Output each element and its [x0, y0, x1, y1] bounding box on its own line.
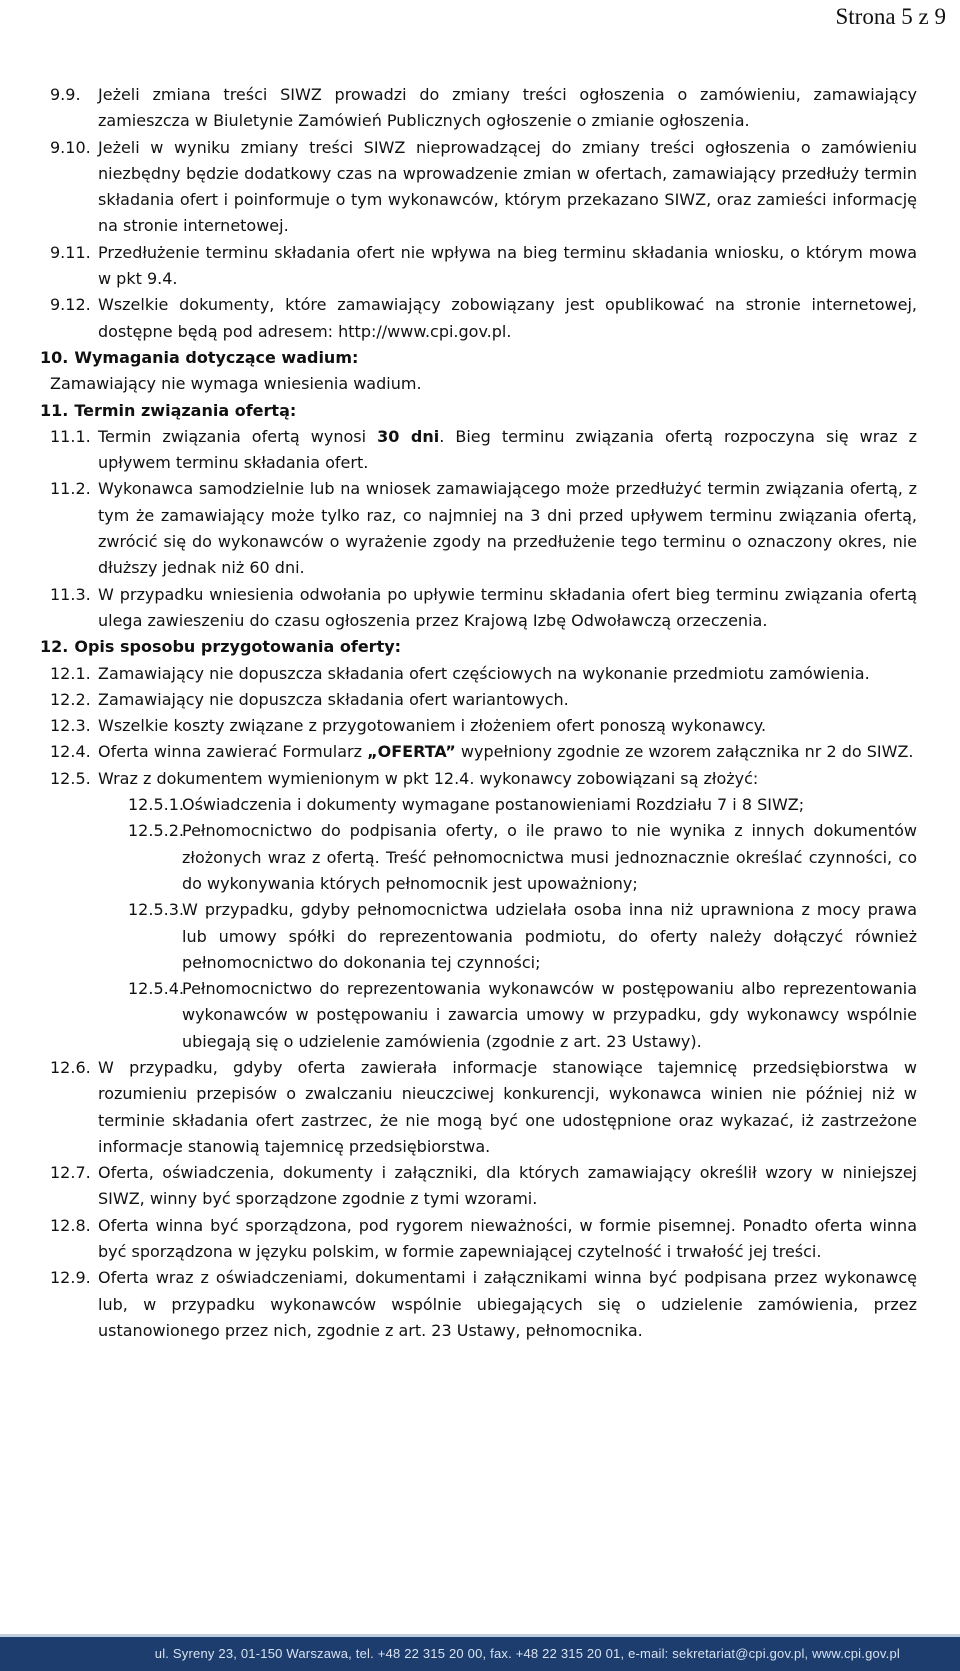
section-heading-12 — [40, 634, 917, 660]
clause-12-5-1 — [40, 792, 917, 818]
clause-text: Wszelkie koszty związane z przygotowaniem i złożeniem ofert ponoszą wykonawcy. — [98, 716, 767, 736]
clause-text: Wykonawca samodzielnie lub na wniosek zamawiającego może przedłużyć termin związania ofertą, z tym że zamawiający może tylko raz, co najmniej na 3 dni przed upływem terminu związania ofertą, zwrócić się do wykonawców o wyrażenie zgody na przedłużenie tego terminu o oznaczony okres, nie dłuższy jednak niż 60 dni. — [98, 479, 917, 578]
clause-12-5-2 — [40, 818, 917, 897]
clause-number: 12.5.4. — [128, 979, 184, 999]
footer-contact-text: ul. Syreny 23, 01-150 Warszawa, tel. +48 22 315 20 00, fax. +48 22 315 20 01, e-mail: sekretariat@cpi.gov.pl, www.cpi.gov.pl — [154, 1646, 900, 1661]
clause-12-3 — [40, 713, 917, 739]
section-title: Wymagania dotyczące wadium: — [74, 347, 359, 367]
clause-11-3 — [40, 582, 917, 635]
clause-number: 11.3. — [50, 584, 91, 604]
clause-text: W przypadku wniesienia odwołania po upływie terminu składania ofert bieg terminu związania ofertą ulega zawieszeniu do czasu ogłoszenia przez Krajową Izbę Odwoławczą orzeczenia. — [98, 584, 917, 630]
clause-text: Jeżeli w wyniku zmiany treści SIWZ nieprowadzącej do zmiany treści ogłoszenia o zamówieniu niezbędny będzie dodatkowy czas na wprowadzenie zmian w ofertach, zamawiający przedłuży termin składania ofert i poinformuje o tym wykonawców, którym przekazano SIWZ, oraz zamieści informację na stronie internetowej. — [98, 137, 917, 236]
clause-text: Wszelkie dokumenty, które zamawiający zobowiązany jest opublikować na stronie internetowej, dostępne będą pod adresem: http://www.cpi.gov.pl. — [98, 295, 917, 341]
clause-text: Zamawiający nie dopuszcza składania ofert wariantowych. — [98, 689, 569, 709]
section-title: Termin związania ofertą: — [74, 400, 297, 420]
section-number: 12. — [40, 637, 69, 657]
clause-number: 11.2. — [50, 479, 91, 499]
clause-9-10 — [40, 135, 917, 240]
clause-text: Zamawiający nie dopuszcza składania ofert częściowych na wykonanie przedmiotu zamówienia. — [98, 663, 870, 683]
clause-number: 12.5.3. — [128, 900, 184, 920]
clause-number: 12.5. — [50, 768, 91, 788]
section-number: 10. — [40, 347, 69, 367]
clause-12-7 — [40, 1160, 917, 1213]
clause-9-9 — [40, 82, 917, 135]
clause-text: Jeżeli zmiana treści SIWZ prowadzi do zmiany treści ogłoszenia o zamówieniu, zamawiający zamieszcza w Biuletynie Zamówień Publicznych ogłoszenie o zmianie ogłoszenia. — [98, 85, 917, 131]
document-body — [40, 82, 917, 1344]
clause-number: 12.5.2. — [128, 821, 184, 841]
clause-text: Pełnomocnictwo do reprezentowania wykonawców w postępowaniu albo reprezentowania wykonawców w postępowaniu i zawarcia umowy w przypadku, gdy wykonawcy wspólnie ubiegają się o udzielenie zamówienia (zgodnie z art. 23 Ustawy). — [182, 979, 917, 1051]
footer-bar — [0, 1637, 960, 1671]
clause-number: 12.4. — [50, 742, 91, 762]
clause-text: Oferta, oświadczenia, dokumenty i załączniki, dla których zamawiający określił wzory w niniejszej SIWZ, winny być sporządzone zgodnie z tymi wzorami. — [98, 1163, 917, 1209]
clause-text: Termin związania ofertą wynosi 30 dni. Bieg terminu związania ofertą rozpoczyna się wraz z upływem terminu składania ofert. — [98, 426, 917, 473]
section-heading-11 — [40, 398, 917, 424]
clause-12-8 — [40, 1213, 917, 1266]
clause-12-5-4 — [40, 976, 917, 1055]
clause-text: Oferta wraz z oświadczeniami, dokumentami i załącznikami winna być podpisana przez wykonawcę lub, w przypadku wykonawców wspólnie ubiegających się o udzielenie zamówienia, przez ustanowionego przez nich, zgodnie z art. 23 Ustawy, pełnomocnika. — [98, 1268, 917, 1340]
clause-number: 12.8. — [50, 1215, 91, 1235]
section-heading-10 — [40, 345, 917, 371]
clause-text: Oferta winna zawierać Formularz „OFERTA” wypełniony zgodnie ze wzorem załącznika nr 2 do SIWZ. — [98, 742, 914, 762]
clause-12-4 — [40, 739, 917, 765]
clause-12-9 — [40, 1265, 917, 1344]
clause-number: 9.9. — [50, 85, 81, 104]
section-number: 11. — [40, 400, 69, 420]
clause-12-6 — [40, 1055, 917, 1160]
clause-text: Pełnomocnictwo do podpisania oferty, o ile prawo to nie wynika z innych dokumentów złożonych wraz z ofertą. Treść pełnomocnictwa musi jednoznacznie określać czynności, co do wykonywania których pełnomocnik jest upoważniony; — [182, 821, 917, 893]
clause-11-1 — [40, 424, 917, 477]
clause-text: Przedłużenie terminu składania ofert nie wpływa na bieg terminu składania wniosku, o którym mowa w pkt 9.4. — [98, 242, 917, 289]
clause-number: 11.1. — [50, 426, 91, 446]
wadium-statement: Zamawiający nie wymaga wniesienia wadium. — [50, 374, 422, 394]
clause-number: 9.10. — [50, 137, 91, 157]
bold-term: „OFERTA” — [367, 742, 456, 762]
clause-number: 12.2. — [50, 689, 91, 709]
clause-12-5 — [40, 766, 917, 792]
clause-number: 12.3. — [50, 716, 91, 736]
section-title: Opis sposobu przygotowania oferty: — [74, 637, 402, 657]
clause-12-1 — [40, 661, 917, 687]
clause-number: 12.7. — [50, 1163, 91, 1183]
clause-9-11 — [40, 240, 917, 293]
clause-12-2 — [40, 687, 917, 713]
clause-number: 9.12. — [50, 295, 91, 315]
clause-number: 12.1. — [50, 663, 91, 683]
clause-text: Oferta winna być sporządzona, pod rygorem nieważności, w formie pisemnej. Ponadto oferta winna być sporządzona w języku polskim, w formie zapewniającej czytelność i trwałość jej treści. — [98, 1215, 917, 1262]
clause-12-5-3 — [40, 897, 917, 976]
clause-number: 9.11. — [50, 242, 91, 262]
clause-number: 12.9. — [50, 1268, 91, 1288]
clause-text: W przypadku, gdyby oferta zawierała informacje stanowiące tajemnicę przedsiębiorstwa w rozumieniu przepisów o zwalczaniu nieuczciwej konkurencji, wykonawca winien nie później niż w terminie składania ofert zastrzec, że nie mogą być one udostępnione oraz wykazać, iż zastrzeżone informacje stanowią tajemnicę przedsiębiorstwa. — [98, 1057, 917, 1156]
page-number: Strona 5 z 9 — [835, 4, 946, 29]
clause-text: Oświadczenia i dokumenty wymagane postanowieniami Rozdziału 7 i 8 SIWZ; — [182, 795, 805, 815]
bold-term: 30 dni — [377, 426, 440, 446]
clause-number: 12.5.1. — [128, 795, 184, 815]
clause-11-2 — [40, 476, 917, 581]
clause-9-12 — [40, 292, 917, 345]
clause-text: W przypadku, gdyby pełnomocnictwa udzielała osoba inna niż uprawniona z mocy prawa lub umowy spółki do reprezentowania podmiotu, do oferty należy dołączyć również pełnomocnictwo do dokonania tej czynności; — [182, 900, 917, 972]
clause-text: Wraz z dokumentem wymienionym w pkt 12.4. wykonawcy zobowiązani są złożyć: — [98, 768, 759, 788]
clause-number: 12.6. — [50, 1057, 91, 1077]
